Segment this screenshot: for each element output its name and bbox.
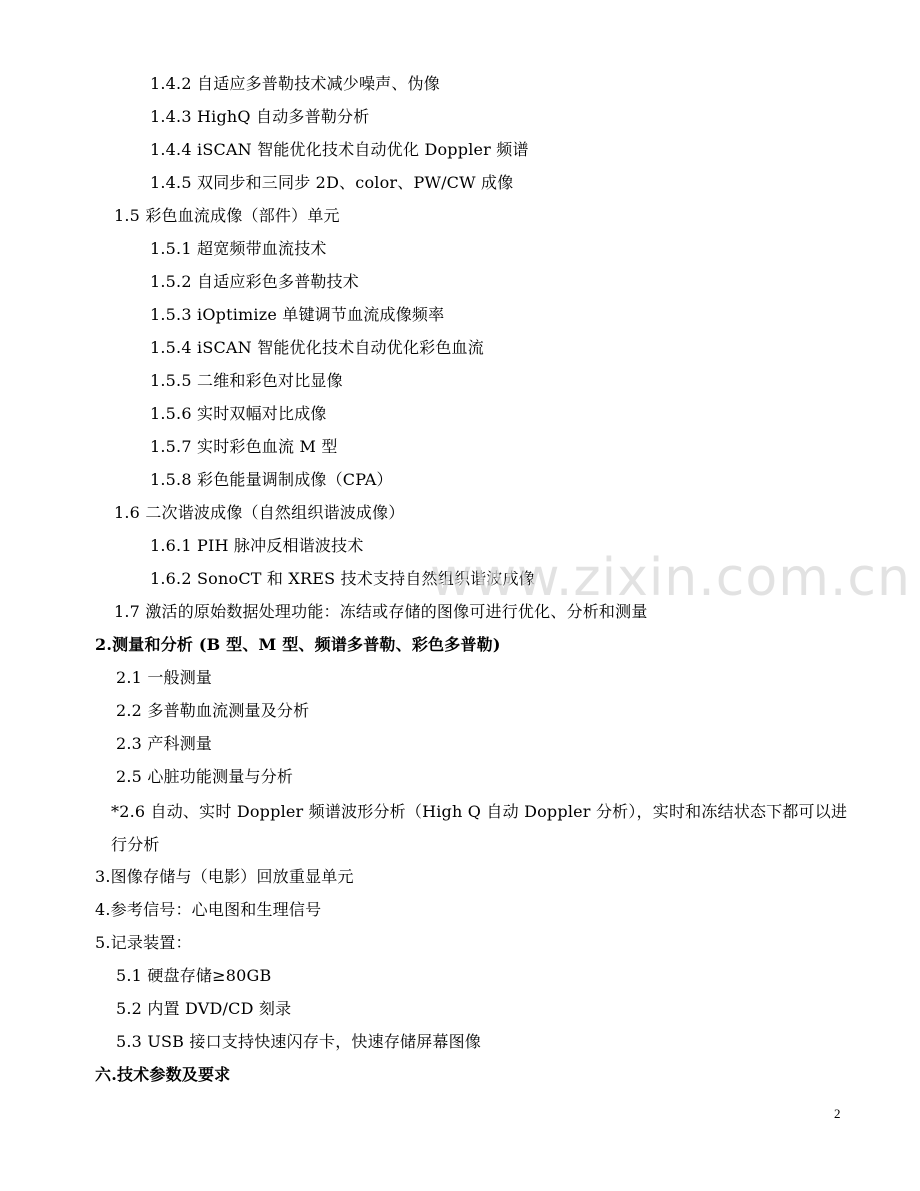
heading-2: 2.测量和分析 (B 型、M 型、频谱多普勒、彩色多普勒): [95, 635, 501, 654]
item-1-5-2: 1.5.2 自适应彩色多普勒技术: [150, 272, 359, 291]
watermark: www.zixin.com.cn: [430, 548, 911, 608]
item-1-5-8: 1.5.8 彩色能量调制成像（CPA）: [150, 470, 393, 489]
item-1-6-1: 1.6.1 PIH 脉冲反相谐波技术: [150, 536, 364, 555]
section-1-5: 1.5 彩色血流成像（部件）单元: [114, 206, 340, 225]
heading-6: 六.技术参数及要求: [95, 1065, 231, 1084]
item-1-4-2: 1.4.2 自适应多普勒技术减少噪声、伪像: [150, 74, 440, 93]
heading-3: 3.图像存储与（电影）回放重显单元: [95, 867, 354, 886]
item-2-5: 2.5 心脏功能测量与分析: [116, 767, 294, 786]
page-number: 2: [834, 1106, 841, 1121]
item-2-3: 2.3 产科测量: [116, 734, 213, 753]
item-2-6: *2.6 自动、实时 Doppler 频谱波形分析（High Q 自动 Doppler 分析），实时和冻结状态下都可以进行分析: [111, 802, 848, 854]
item-2-1: 2.1 一般测量: [116, 668, 213, 687]
item-1-5-1: 1.5.1 超宽频带血流技术: [150, 239, 327, 258]
section-1-6: 1.6 二次谐波成像（自然组织谐波成像）: [114, 503, 405, 522]
item-1-5-3: 1.5.3 iOptimize 单键调节血流成像频率: [150, 305, 445, 324]
item-1-5-7: 1.5.7 实时彩色血流 M 型: [150, 437, 338, 456]
heading-5: 5.记录装置：: [95, 933, 192, 952]
item-1-5-4: 1.5.4 iSCAN 智能优化技术自动优化彩色血流: [150, 338, 484, 357]
item-2-2: 2.2 多普勒血流测量及分析: [116, 701, 310, 720]
item-1-6-2: 1.6.2 SonoCT 和 XRES 技术支持自然组织谐波成像: [150, 569, 535, 588]
item-1-5-5: 1.5.5 二维和彩色对比显像: [150, 371, 343, 390]
item-1-4-5: 1.4.5 双同步和三同步 2D、color、PW/CW 成像: [150, 173, 514, 192]
item-1-4-3: 1.4.3 HighQ 自动多普勒分析: [150, 107, 370, 126]
item-5-1: 5.1 硬盘存储≥80GB: [116, 966, 272, 985]
item-1-5-6: 1.5.6 实时双幅对比成像: [150, 404, 327, 423]
section-1-7: 1.7 激活的原始数据处理功能：冻结或存储的图像可进行优化、分析和测量: [114, 602, 648, 621]
item-5-2: 5.2 内置 DVD/CD 刻录: [116, 999, 292, 1018]
item-1-4-4: 1.4.4 iSCAN 智能优化技术自动优化 Doppler 频谱: [150, 140, 529, 159]
heading-4: 4.参考信号：心电图和生理信号: [95, 900, 322, 919]
item-5-3: 5.3 USB 接口支持快速闪存卡，快速存储屏幕图像: [116, 1032, 482, 1051]
